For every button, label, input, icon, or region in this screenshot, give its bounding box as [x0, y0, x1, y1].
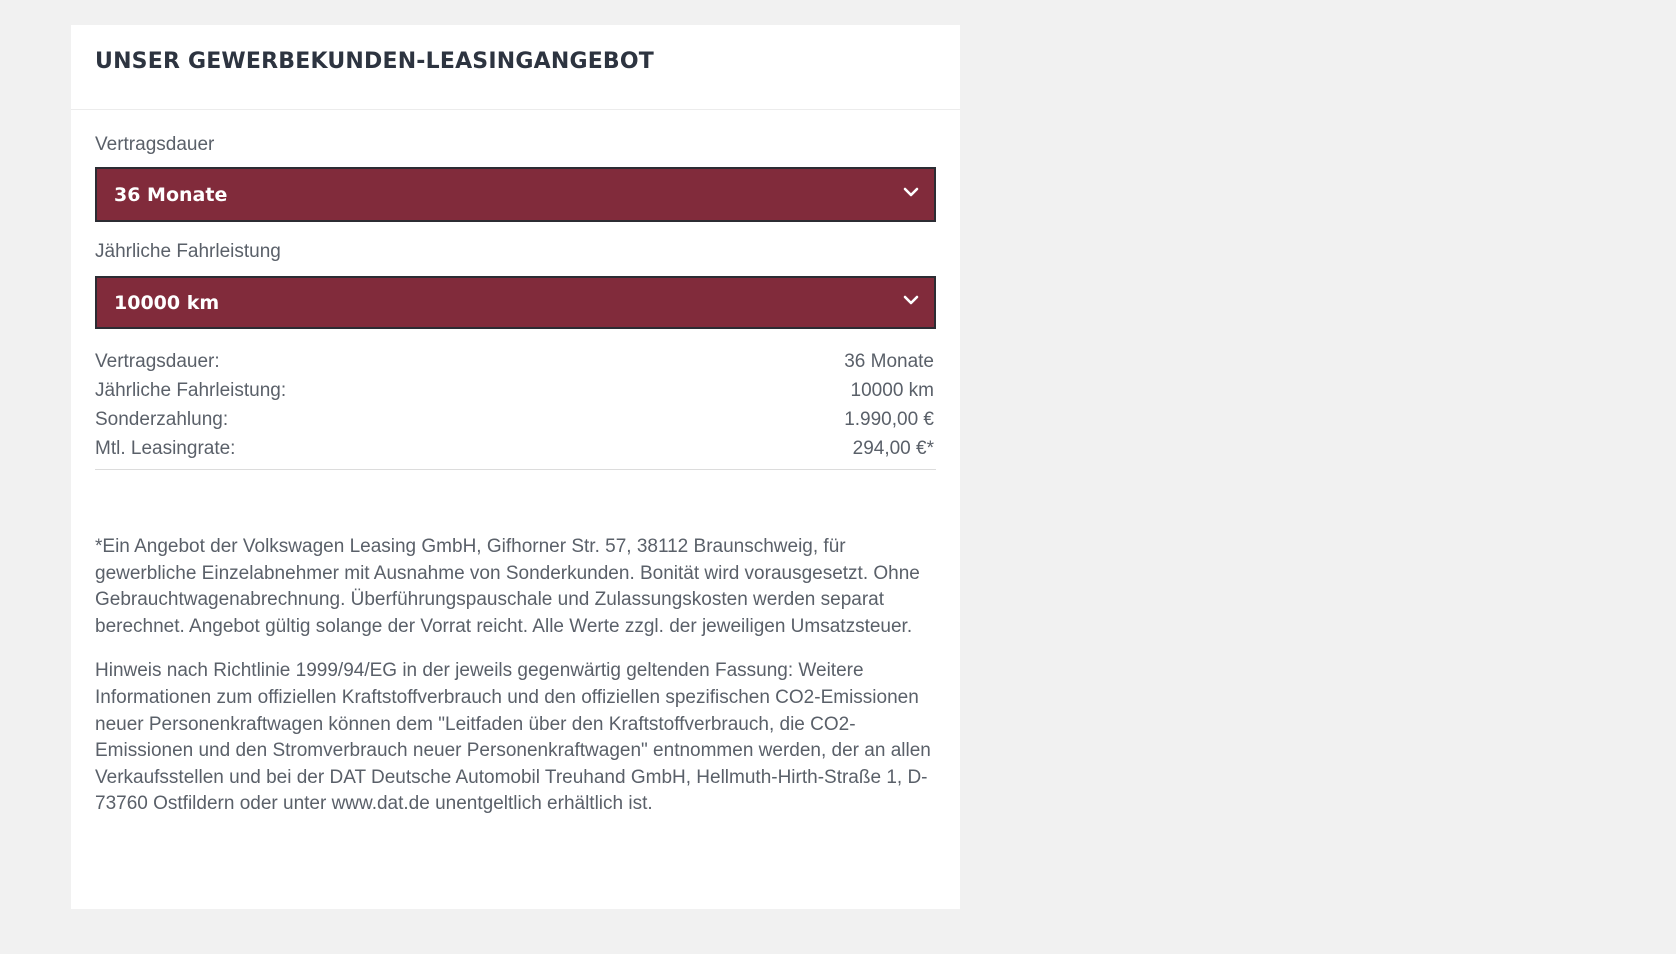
mileage-select-value: 10000 km [114, 291, 220, 314]
chevron-down-icon [902, 183, 920, 201]
chevron-down-icon [902, 291, 920, 309]
summary-value: 36 Monate [844, 351, 934, 372]
summary-label: Vertragsdauer: [95, 351, 220, 372]
summary-label: Jährliche Fahrleistung: [95, 380, 287, 401]
leasing-offer-card [71, 25, 960, 909]
summary-row-monthly-rate [95, 434, 936, 463]
card-header [71, 25, 960, 110]
offer-disclaimer-text: *Ein Angebot der Volkswagen Leasing GmbH, Gifhorner Str. 57, 38112 Braunschweig, für gewerbliche Einzelabnehmer mit Ausnahme von Sonderkunden. Bonität wird vorausgesetzt. Ohne Gebrauchtwagenabrechnung. Überführungspauschale und Zulassungskosten werden separat berechnet. Angebot gültig solange der Vorrat reicht. Alle Werte zzgl. der jeweiligen Umsatzsteuer. [95, 536, 920, 637]
legal-disclaimer [95, 534, 936, 818]
summary-label: Sonderzahlung: [95, 409, 229, 430]
card-body [71, 134, 960, 818]
page-title: UNSER GEWERBEKUNDEN-LEASINGANGEBOT [95, 49, 655, 74]
summary-value: 1.990,00 € [844, 409, 934, 430]
duration-select[interactable] [95, 167, 936, 222]
summary-value: 10000 km [850, 380, 934, 401]
summary-label: Mtl. Leasingrate: [95, 438, 236, 459]
duration-select-value: 36 Monate [114, 183, 228, 206]
summary-value: 294,00 €* [852, 438, 934, 459]
duration-label: Vertragsdauer [95, 134, 215, 155]
summary-row-mileage [95, 376, 936, 405]
mileage-select[interactable] [95, 276, 936, 329]
summary-row-duration [95, 347, 936, 376]
offer-summary [95, 347, 936, 470]
summary-row-special-payment [95, 405, 936, 434]
mileage-label: Jährliche Fahrleistung [95, 241, 281, 262]
emissions-disclaimer-text: Hinweis nach Richtlinie 1999/94/EG in der jeweils gegenwärtig geltenden Fassung: Weitere Informationen zum offiziellen Kraftstoffverbrauch und den offiziellen spezifischen CO2-Emissionen neuer Personenkraftwagen können dem "Leitfaden über den Kraftstoffverbrauch, die CO2-Emissionen und den Stromverbrauch neuer Personenkraftwagen" entnommen werden, der an allen Verkaufsstellen und bei der DAT Deutsche Automobil Treuhand GmbH, Hellmuth-Hirth-Straße 1, D-73760 Ostfildern oder unter www.dat.de unentgeltlich erhältlich ist. [95, 660, 931, 815]
